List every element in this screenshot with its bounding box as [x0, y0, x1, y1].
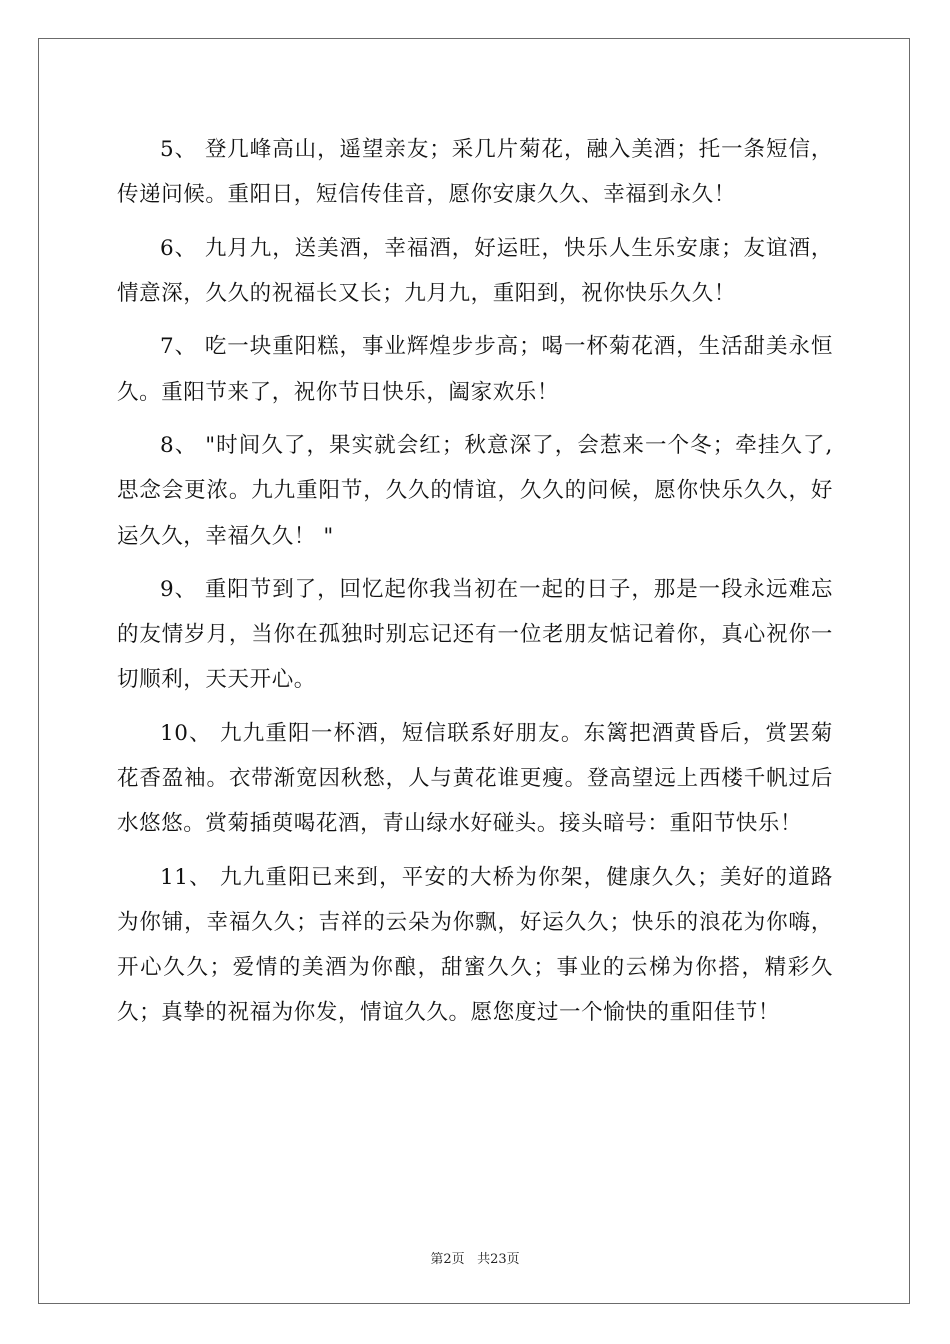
- paragraph-7: 7、 吃一块重阳糕，事业辉煌步步高；喝一杯菊花酒，生活甜美永恒久。重阳节来了，祝你节日快乐，阖家欢乐！: [117, 334, 833, 405]
- paragraph-6: 6、 九月九，送美酒，幸福酒，好运旺，快乐人生乐安康；友谊酒，情意深，久久的祝福长又长；九月九，重阳到，祝你快乐久久！: [117, 235, 833, 306]
- page-total: 共23页: [477, 1252, 520, 1267]
- paragraph-9: 9、 重阳节到了，回忆起你我当初在一起的日子，那是一段永远难忘的友情岁月，当你在孤独时别忘记还有一位老朋友惦记着你，真心祝你一切顺利，天天开心。: [117, 577, 833, 693]
- paragraph-8: 8、 "时间久了，果实就会红；秋意深了，会惹来一个冬；牵挂久了,思念会更浓。九九重阳节，久久的情谊，久久的问候，愿你快乐久久，好运久久，幸福久久！ ": [117, 433, 833, 549]
- paragraph-5: 5、 登几峰高山，遥望亲友；采几片菊花，融入美酒；托一条短信，传递问候。重阳日，短信传佳音，愿你安康久久、幸福到永久！: [117, 137, 833, 208]
- paragraph-11: 11、 九九重阳已来到，平安的大桥为你架，健康久久；美好的道路为你铺，幸福久久；吉祥的云朵为你飘，好运久久；快乐的浪花为你嗨，开心久久；爱情的美酒为你酿，甜蜜久久；事业的云梯为你搭，精彩久久；真挚的祝福为你发，情谊久久。愿您度过一个愉快的重阳佳节！: [117, 864, 833, 1026]
- page-number: 第2页: [430, 1252, 465, 1267]
- document-body: [117, 127, 833, 1044]
- page-footer: [0, 1248, 950, 1267]
- paragraph-10: 10、 九九重阳一杯酒，短信联系好朋友。东篱把酒黄昏后，赏罢菊花香盈袖。衣带渐宽因秋愁，人与黄花谁更瘦。登高望远上西楼千帆过后水悠悠。赏菊插萸喝花酒，青山绿水好碰头。接头暗号：重阳节快乐！: [117, 720, 833, 837]
